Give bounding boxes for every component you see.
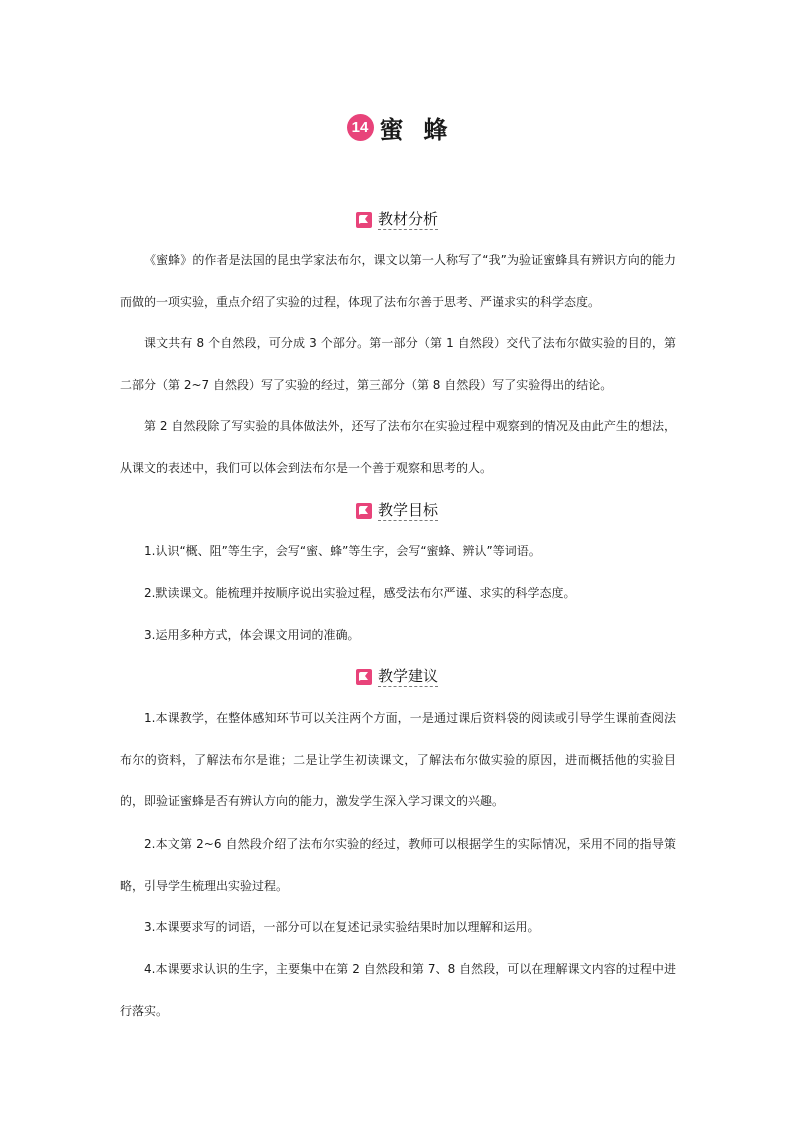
section-bookmark-icon	[356, 212, 372, 228]
section-heading-suggestions	[0, 667, 794, 687]
section-title: 教学目标	[377, 501, 438, 519]
paragraph: 《蜜蜂》的作者是法国的昆虫学家法布尔，课文以第一人称写了“我”为验证蜜蜂具有辨识方向的能力而做的一项实验，重点介绍了实验的过程，体现了法布尔善于思考、严谨求实的科学态度。	[120, 253, 676, 309]
paragraph: 第 2 自然段除了写实验的具体做法外，还写了法布尔在实验过程中观察到的情况及由此产生的想法，从课文的表述中，我们可以体会到法布尔是一个善于观察和思考的人。	[120, 419, 676, 475]
section-title: 教材分析	[377, 210, 438, 228]
paragraph: 1.认识“概、阻”等生字，会写“蜜、蜂”等生字，会写“蜜蜂、辨认”等词语。	[144, 544, 541, 558]
lesson-title: 蜜蜂	[379, 116, 468, 144]
lesson-header	[0, 110, 794, 145]
section-bookmark-icon	[356, 503, 372, 519]
section-heading-analysis	[0, 210, 794, 230]
paragraph: 1.本课教学，在整体感知环节可以关注两个方面，一是通过课后资料袋的阅读或引导学生课前查阅法布尔的资料，了解法布尔是谁；二是让学生初读课文，了解法布尔做实验的原因，进而概括他的实验目的，即验证蜜蜂是否有辨认方向的能力，激发学生深入学习课文的兴趣。	[120, 711, 676, 808]
section-title: 教学建议	[377, 667, 438, 685]
section-heading-goals	[0, 501, 794, 521]
paragraph: 2.默读课文。能梳理并按顺序说出实验过程，感受法布尔严谨、求实的科学态度。	[144, 586, 576, 600]
paragraph: 课文共有 8 个自然段，可分成 3 个部分。第一部分（第 1 自然段）交代了法布尔做实验的目的，第二部分（第 2~7 自然段）写了实验的经过，第三部分（第 8 自然段）写了实验得出的结论。	[120, 336, 676, 392]
paragraph: 3.本课要求写的词语，一部分可以在复述记录实验结果时加以理解和运用。	[144, 920, 540, 934]
paragraph: 4.本课要求认识的生字，主要集中在第 2 自然段和第 7、8 自然段，可以在理解课文内容的过程中进行落实。	[120, 962, 676, 1018]
paragraph: 3.运用多种方式，体会课文用词的准确。	[144, 628, 360, 642]
lesson-number-badge: 14	[347, 114, 374, 141]
section-bookmark-icon	[356, 669, 372, 685]
paragraph: 2.本文第 2~6 自然段介绍了法布尔实验的经过，教师可以根据学生的实际情况，采用不同的指导策略，引导学生梳理出实验过程。	[120, 837, 676, 893]
